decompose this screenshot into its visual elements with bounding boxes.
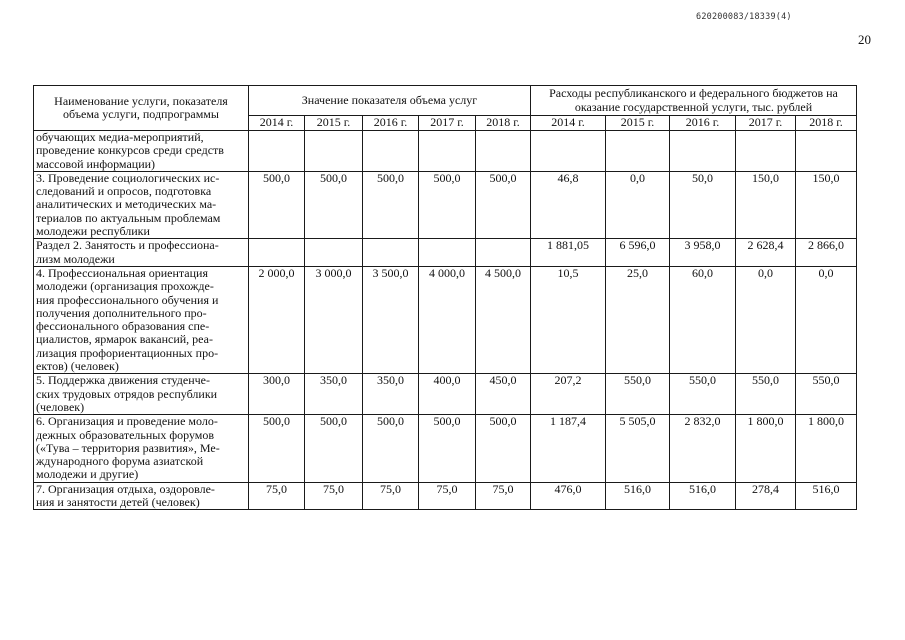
- volume-value-cell: 500,0: [476, 415, 531, 482]
- budget-value-cell: 2 866,0: [796, 239, 857, 267]
- budget-value-cell: 10,5: [531, 266, 606, 373]
- volume-value-cell: 2 000,0: [249, 266, 305, 373]
- volume-value-cell: 75,0: [363, 482, 419, 510]
- volume-value-cell: 350,0: [363, 374, 419, 415]
- budget-value-cell: 516,0: [670, 482, 736, 510]
- budget-value-cell: 46,8: [531, 171, 606, 238]
- budget-value-cell: 550,0: [736, 374, 796, 415]
- table-row: [34, 171, 857, 238]
- budget-value-cell: [736, 131, 796, 172]
- volume-value-cell: [249, 131, 305, 172]
- page-number: 20: [858, 32, 871, 47]
- budget-value-cell: 3 958,0: [670, 239, 736, 267]
- service-name-cell: [34, 239, 249, 267]
- volume-value-cell: 500,0: [305, 415, 363, 482]
- service-name-line: 7. Организация отдыха, оздоровле-: [36, 481, 215, 496]
- volume-value-cell: [305, 131, 363, 172]
- service-name-cell: [34, 131, 249, 172]
- budget-value-cell: 5 505,0: [606, 415, 670, 482]
- volume-value-cell: [419, 131, 476, 172]
- budget-value-cell: [606, 131, 670, 172]
- service-name-line: 3. Проведение социологических ис-: [36, 170, 220, 185]
- budget-value-cell: 550,0: [670, 374, 736, 415]
- table-row: [34, 131, 857, 172]
- volume-value-cell: 75,0: [419, 482, 476, 510]
- budget-value-cell: 1 187,4: [531, 415, 606, 482]
- table-row: [34, 266, 857, 373]
- budget-value-cell: 550,0: [796, 374, 857, 415]
- service-name-cell: [34, 415, 249, 482]
- service-name-line: молодежи республики: [36, 224, 150, 239]
- header-row-top: [34, 86, 857, 116]
- volume-value-cell: [249, 239, 305, 267]
- volume-value-cell: [305, 239, 363, 267]
- volume-value-cell: 450,0: [476, 374, 531, 415]
- header-volume-year: 2017 г.: [419, 116, 476, 131]
- service-name-line: 4. Профессиональная ориентация: [36, 265, 208, 280]
- table-row: [34, 374, 857, 415]
- table-body: [34, 131, 857, 510]
- service-name-line: («Тува – территория развития», Ме-: [36, 440, 220, 455]
- volume-value-cell: 300,0: [249, 374, 305, 415]
- document-code: 620200083/18339(4): [696, 12, 792, 22]
- service-name-line: массовой информации): [36, 156, 156, 171]
- service-name-line: ния профессионального обучения и: [36, 292, 219, 307]
- budget-value-cell: 516,0: [796, 482, 857, 510]
- budget-value-cell: 2 628,4: [736, 239, 796, 267]
- volume-value-cell: 3 500,0: [363, 266, 419, 373]
- budget-value-cell: 476,0: [531, 482, 606, 510]
- header-volume-year: 2015 г.: [305, 116, 363, 131]
- service-name-line: ния и занятости детей (человек): [36, 495, 200, 510]
- budget-value-cell: 6 596,0: [606, 239, 670, 267]
- service-name-line: следований и опросов, подготовка: [36, 184, 212, 199]
- service-name-cell: [34, 482, 249, 510]
- volume-value-cell: 500,0: [363, 171, 419, 238]
- service-name-line: 5. Поддержка движения студенче-: [36, 373, 211, 388]
- volume-value-cell: 75,0: [249, 482, 305, 510]
- table-row: [34, 415, 857, 482]
- budget-value-cell: 1 800,0: [796, 415, 857, 482]
- service-name-line: ектов) (человек): [36, 359, 119, 374]
- volume-value-cell: 3 000,0: [305, 266, 363, 373]
- budget-value-cell: 1 881,05: [531, 239, 606, 267]
- budget-value-cell: 2 832,0: [670, 415, 736, 482]
- service-name-line: молодежи (организация прохожде-: [36, 279, 214, 294]
- header-volume-year: 2018 г.: [476, 116, 531, 131]
- volume-value-cell: 500,0: [363, 415, 419, 482]
- budget-value-cell: 0,0: [736, 266, 796, 373]
- service-name-line: териалов по актуальным проблемам: [36, 210, 221, 225]
- budget-value-cell: 150,0: [736, 171, 796, 238]
- volume-value-cell: [419, 239, 476, 267]
- service-name-line: (человек): [36, 399, 85, 414]
- volume-value-cell: 500,0: [419, 171, 476, 238]
- budget-value-cell: 150,0: [796, 171, 857, 238]
- header-volume-group: Значение показателя объема услуг: [249, 86, 531, 116]
- header-volume-year: 2016 г.: [363, 116, 419, 131]
- volume-value-cell: [363, 131, 419, 172]
- volume-value-cell: 4 000,0: [419, 266, 476, 373]
- header-budget-year: 2018 г.: [796, 116, 857, 131]
- budget-value-cell: 207,2: [531, 374, 606, 415]
- budget-value-cell: 0,0: [796, 266, 857, 373]
- volume-value-cell: 500,0: [419, 415, 476, 482]
- volume-value-cell: 350,0: [305, 374, 363, 415]
- volume-value-cell: 75,0: [305, 482, 363, 510]
- volume-value-cell: 500,0: [476, 171, 531, 238]
- budget-value-cell: [670, 131, 736, 172]
- service-name-line: дежных образовательных форумов: [36, 427, 215, 442]
- budget-value-cell: [796, 131, 857, 172]
- volume-value-cell: 500,0: [249, 415, 305, 482]
- service-name-line: получения дополнительного про-: [36, 305, 207, 320]
- service-name-cell: [34, 374, 249, 415]
- header-budget-year: 2016 г.: [670, 116, 736, 131]
- volume-value-cell: [476, 239, 531, 267]
- service-name-line: молодежи и другие): [36, 467, 139, 482]
- service-name-line: ских трудовых отрядов республики: [36, 386, 218, 401]
- volume-value-cell: 400,0: [419, 374, 476, 415]
- service-name-cell: [34, 266, 249, 373]
- service-name-line: обучающих медиа-мероприятий,: [36, 130, 204, 144]
- table-row: [34, 239, 857, 267]
- services-table: [33, 85, 857, 510]
- budget-value-cell: 25,0: [606, 266, 670, 373]
- volume-value-cell: [363, 239, 419, 267]
- service-name-line: лизация профориентационных про-: [36, 345, 219, 360]
- service-name-line: циалистов, ярмарок вакансий, реа-: [36, 332, 213, 347]
- budget-value-cell: 50,0: [670, 171, 736, 238]
- volume-value-cell: 500,0: [249, 171, 305, 238]
- table-row: [34, 482, 857, 510]
- header-budget-year: 2017 г.: [736, 116, 796, 131]
- service-name-cell: [34, 171, 249, 238]
- service-name-line: проведение конкурсов среди средств: [36, 143, 224, 158]
- header-service-name: Наименование услуги, показателя объема услуги, подпрограммы: [34, 86, 249, 131]
- budget-value-cell: 278,4: [736, 482, 796, 510]
- budget-value-cell: 0,0: [606, 171, 670, 238]
- service-name-line: 6. Организация и проведение моло-: [36, 414, 218, 429]
- budget-value-cell: [531, 131, 606, 172]
- header-budget-group: Расходы республиканского и федерального бюджетов на оказание государственной услуги, тыс. рублей: [531, 86, 857, 116]
- volume-value-cell: 500,0: [305, 171, 363, 238]
- budget-value-cell: 60,0: [670, 266, 736, 373]
- service-name-line: ждународного форума азиатской: [36, 454, 204, 469]
- budget-value-cell: 516,0: [606, 482, 670, 510]
- budget-value-cell: 550,0: [606, 374, 670, 415]
- header-budget-year: 2014 г.: [531, 116, 606, 131]
- header-budget-year: 2015 г.: [606, 116, 670, 131]
- volume-value-cell: 75,0: [476, 482, 531, 510]
- service-name-line: аналитических и методических ма-: [36, 197, 217, 212]
- service-name-line: лизм молодежи: [36, 251, 115, 266]
- volume-value-cell: [476, 131, 531, 172]
- budget-value-cell: 1 800,0: [736, 415, 796, 482]
- service-name-line: фессионального образования спе-: [36, 319, 210, 334]
- service-name-line: Раздел 2. Занятость и профессиона-: [36, 238, 219, 253]
- volume-value-cell: 4 500,0: [476, 266, 531, 373]
- header-volume-year: 2014 г.: [249, 116, 305, 131]
